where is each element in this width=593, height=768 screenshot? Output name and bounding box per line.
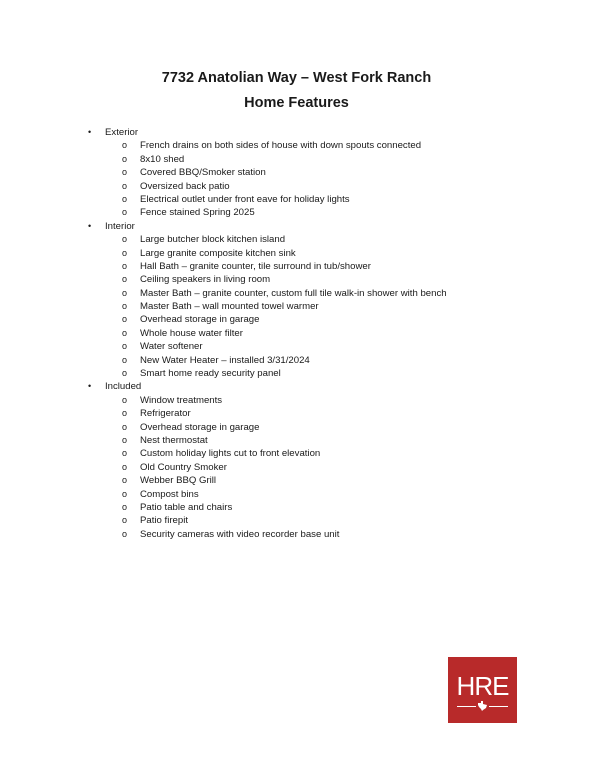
hollow-bullet-icon: o [122, 354, 128, 365]
hollow-bullet-icon: o [122, 475, 128, 486]
list-item [0, 367, 593, 380]
hollow-bullet-icon: o [122, 434, 128, 445]
list-item-text: Patio firepit [140, 515, 188, 527]
section-label: Interior [105, 220, 135, 232]
list-item-text: Patio table and chairs [140, 501, 233, 513]
list-item-text: Custom holiday lights cut to front elevation [140, 448, 321, 460]
hollow-bullet-icon: o [122, 515, 128, 526]
logo-divider-left [457, 706, 476, 707]
list-item [0, 354, 593, 367]
hollow-bullet-icon: o [122, 287, 128, 298]
hollow-bullet-icon: o [122, 207, 128, 218]
list-item [0, 233, 593, 246]
document-title: 7732 Anatolian Way – West Fork Ranch [161, 70, 432, 86]
list-item-text: Smart home ready security panel [140, 368, 281, 380]
list-item [0, 394, 593, 407]
list-item [0, 139, 593, 152]
list-item [0, 434, 593, 447]
list-item [0, 153, 593, 166]
bullet-icon: • [88, 127, 92, 137]
hollow-bullet-icon: o [122, 314, 128, 325]
section-heading [0, 380, 593, 393]
section-heading [0, 126, 593, 139]
list-item [0, 166, 593, 179]
list-item [0, 514, 593, 527]
list-item [0, 474, 593, 487]
list-item-text: Overhead storage in garage [140, 314, 260, 326]
hollow-bullet-icon: o [122, 528, 128, 539]
hollow-bullet-icon: o [122, 180, 128, 191]
list-item [0, 313, 593, 326]
section-label: Included [105, 381, 142, 393]
list-item-text: Fence stained Spring 2025 [140, 207, 255, 219]
list-item-text: Large granite composite kitchen sink [140, 247, 296, 259]
list-item-text: Security cameras with video recorder base unit [140, 528, 340, 540]
hollow-bullet-icon: o [122, 234, 128, 245]
list-item [0, 193, 593, 206]
hollow-bullet-icon: o [122, 247, 128, 258]
logo-divider-right [489, 706, 508, 707]
feature-outline [0, 126, 593, 541]
hollow-bullet-icon: o [122, 461, 128, 472]
list-item [0, 327, 593, 340]
list-item-text: Whole house water filter [140, 327, 243, 339]
hollow-bullet-icon: o [122, 193, 128, 204]
list-item [0, 461, 593, 474]
list-item [0, 287, 593, 300]
list-item-text: Oversized back patio [140, 180, 230, 192]
hollow-bullet-icon: o [122, 327, 128, 338]
section-interior [0, 220, 593, 381]
list-item [0, 206, 593, 219]
list-item [0, 421, 593, 434]
list-item-text: Nest thermostat [140, 434, 208, 446]
section-label: Exterior [105, 127, 139, 138]
document-subtitle: Home Features [244, 95, 349, 111]
bullet-icon: • [88, 381, 92, 392]
list-item-text: Old Country Smoker [140, 461, 227, 473]
list-item-text: Electrical outlet under front eave for holiday lights [140, 193, 350, 205]
list-item-text: Overhead storage in garage [140, 421, 260, 433]
section-exterior [0, 126, 593, 220]
list-item-text: Covered BBQ/Smoker station [140, 167, 266, 179]
list-item-text: New Water Heater – installed 3/31/2024 [140, 354, 310, 366]
list-item-text: Hall Bath – granite counter, tile surround in tub/shower [140, 260, 371, 272]
list-item-text: Webber BBQ Grill [140, 475, 217, 487]
hollow-bullet-icon: o [122, 167, 128, 178]
list-item [0, 447, 593, 460]
list-item [0, 407, 593, 420]
hollow-bullet-icon: o [122, 421, 128, 432]
list-item-text: French drains on both sides of house with down spouts connected [140, 140, 422, 152]
list-item-text: Window treatments [140, 394, 223, 406]
list-item [0, 300, 593, 313]
brokerage-logo [448, 657, 517, 723]
hollow-bullet-icon: o [122, 488, 128, 499]
list-item-text: Large butcher block kitchen island [140, 234, 286, 246]
hollow-bullet-icon: o [122, 341, 128, 352]
bullet-icon: • [88, 220, 92, 231]
list-item [0, 260, 593, 273]
hollow-bullet-icon: o [122, 274, 128, 285]
list-item [0, 488, 593, 501]
hollow-bullet-icon: o [122, 448, 128, 459]
list-item [0, 273, 593, 286]
texas-star-icon [477, 701, 488, 711]
hollow-bullet-icon: o [122, 260, 128, 271]
hollow-bullet-icon: o [122, 501, 128, 512]
hollow-bullet-icon: o [122, 408, 128, 419]
hollow-bullet-icon: o [122, 140, 128, 151]
hollow-bullet-icon: o [122, 301, 128, 312]
list-item-text: Master Bath – wall mounted towel warmer [140, 301, 319, 313]
list-item [0, 180, 593, 193]
list-item [0, 501, 593, 514]
section-included [0, 380, 593, 541]
list-item-text: Ceiling speakers in living room [140, 274, 271, 286]
hollow-bullet-icon: o [122, 153, 128, 164]
list-item [0, 247, 593, 260]
list-item-text: Compost bins [140, 488, 199, 500]
list-item-text: Master Bath – granite counter, custom full tile walk-in shower with bench [140, 287, 447, 299]
section-heading [0, 220, 593, 233]
list-item-text: Refrigerator [140, 408, 191, 420]
hollow-bullet-icon: o [122, 368, 128, 379]
list-item-text: Water softener [140, 341, 203, 353]
hollow-bullet-icon: o [122, 394, 128, 405]
list-item [0, 528, 593, 541]
logo-text: HRE [456, 671, 509, 701]
list-item-text: 8x10 shed [140, 153, 185, 165]
list-item [0, 340, 593, 353]
